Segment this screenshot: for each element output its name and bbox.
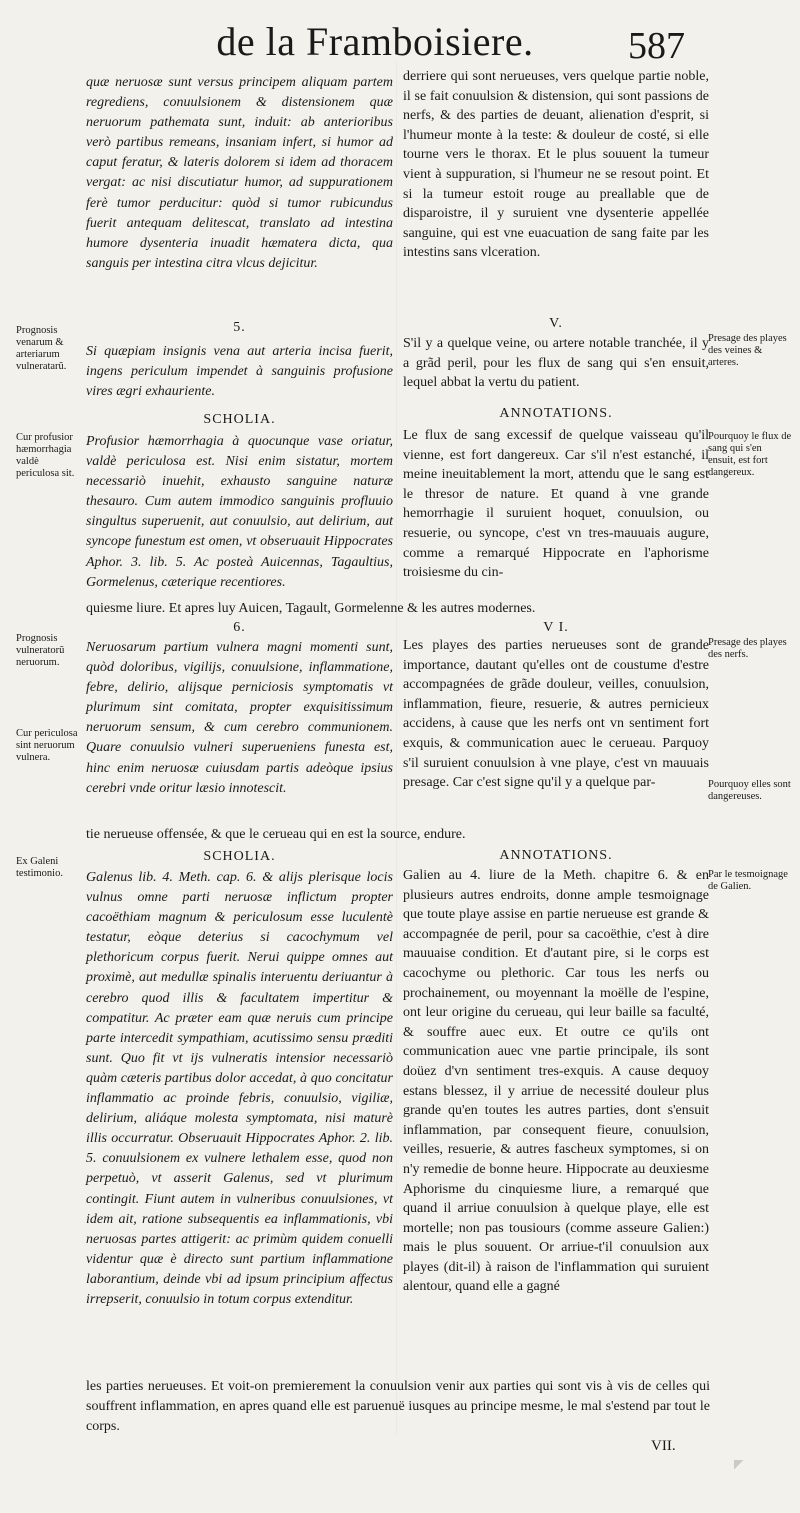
right-margin-note-1: Presage des playes des veines & arteres.	[708, 333, 787, 368]
runover-line-1: quiesme liure. Et apres luy Auicen, Tagault, Gormelenne & les autres modernes.	[86, 601, 536, 616]
french-section-number-5: V.	[549, 316, 563, 331]
french-section-number-6: V I.	[543, 620, 569, 635]
runover-line-2: tie nerueuse offensée, & que le cerueau qui en est la source, endure.	[86, 827, 466, 842]
french-text-block-4: Les playes des parties nerueuses sont de grande importance, dautant qu'elles ont de coustume d'estre accompagnées de grãde douleur, veilles, conuulsion, inflammation, fieure, resuerie, & autres pernicieux accidens, à cause que les nerfs ont vn sentiment fort exquis, & communication auec le cerueau. Parquoy s'il suruient conuulsion à vne playe, c'est vn mauuais presage. Car c'est signe qu'il y a quelque par-	[403, 638, 709, 791]
latin-heading-scholia: SCHOLIA.	[203, 412, 276, 427]
left-margin-note-2: Cur profusior hæmorrhagia valdè periculosa sit.	[16, 432, 75, 479]
french-text-block-5: Galien au 4. liure de la Meth. chapitre 6. & en plusieurs autres endroits, donne ample tesmoignage que toute playe assise en partie nerueuse est grande & accompagnée de peril, pour sa cacoëthie, c'est à dire mauuaise condition. Et d'autant pire, si le corps est cacochyme ou plethoric. Car tous les nerfs ou prochainement, ou moyennant la moëlle de l'espine, ont leur origine du cerueau, qui leur baille sa faculté, & souffre auec eux. Et outre ce qu'ils ont communication auec vne partie principale, ils sont doüez d'vn sentiment tres-exquis. A cause dequoy estans blessez, il y arriue de necessité douleur plus grande qu'en toutes les autres parties, dont s'ensuit inflammation, par consequent fieure, conuulsion, veilles, resuerie, & autres fascheux symptomes, si on n'y remedie de bonne heure. Hippocrate au deuxiesme Aphorisme du cinquiesme liure, a remarqué que quand il arriue conuulsion à quelque playe, elle est mortelle; non pas tousiours (comme asseure Galien:) mais le plus souuent. Or arriue-t'il conuulsion aux playes (dit-il) à raison de l'inflammation qui suruient alentour, quand elle a gagné	[403, 868, 709, 1295]
catchword: VII.	[651, 1438, 676, 1454]
ink-stain	[734, 1460, 774, 1482]
french-heading-annotations-2: ANNOTATIONS.	[499, 848, 613, 863]
latin-section-number-5: 5.	[233, 320, 246, 335]
french-text-block-3: Le flux de sang excessif de quelque vaisseau qu'il vienne, est fort dangereux. Car s'il n'est estanché, il meine ineuitablement la mort, attendu que le sang est le thresor de nature. Et quand à vne grande hemorrhagie il suruient hoquet, conuulsion, ou resuerie, ou syncope, c'est vn tres-mauuais augure, comme a remarqué Hippocrate en l'aphorisme troisiesme du cin-	[403, 428, 709, 581]
running-title: de la Framboisiere.	[216, 19, 534, 64]
column-divider	[396, 62, 397, 1434]
right-margin-note-2: Pourquoy le flux de sang qui s'en ensuit, est fort dangereux.	[708, 431, 792, 478]
right-margin-note-5: Par le tesmoignage de Galien.	[708, 869, 788, 892]
latin-section-number-6: 6.	[233, 620, 246, 635]
latin-text-block-2: Si quæpiam insignis vena aut arteria incisa fuerit, ingens periculum impendet à sanguinis profusione vires ægri exhauriente.	[86, 344, 393, 400]
latin-text-block-3: Profusior hæmorrhagia à quocunque vase oriatur, valdè periculosa est. Nisi enim sistatur, mortem necessariò inuehit, exhausto sanguine naturæ thesauro. Cum autem immodico sanguinis profluuio singultus superuenit, aut conuulsio, aut delirium, aut syncope funestum est omen, vt obseruauit Hippocrates Aphor. 3. lib. 5. Ac posteà Auicennas, Tagaultius, Gormelenus, cæterique recentiores.	[86, 434, 393, 590]
french-text-block-2: S'il y a quelque veine, ou artere notable tranchée, il y a grãd peril, pour les flux de sang qui s'en ensuit, lequel abbat la vertu du patient.	[403, 336, 709, 391]
page-number: 587	[628, 25, 685, 67]
left-margin-note-3: Prognosis vulneratorũ neruorum.	[16, 633, 65, 668]
latin-heading-scholia-2: SCHOLIA.	[203, 849, 276, 864]
right-margin-note-4: Pourquoy elles sont dangereuses.	[708, 779, 791, 802]
latin-text-block-1: quæ neruosæ sunt versus principem aliquam partem regrediens, conuulsionem & distensionem quæ neruorum pathemata sunt, induit: ab anterioribus verò partibus remeans, insaniam infert, si humor ad caput feratur, & lateris dolorem si idem ad thoracem vergat: ac nisi discutiatur humor, ad suppurationem ferè tumor perducitur: quòd si tumor rubicundus fuerit antequam delitescat, translato ad intestina humore dysenteria inuadit hæmatera dicta, qua sanguis per intestina citra vlcus dejicitur.	[86, 75, 393, 271]
right-margin-note-3: Presage des playes des nerfs.	[708, 637, 787, 660]
latin-text-block-4: Neruosarum partium vulnera magni momenti sunt, quòd doloribus, vigilijs, conuulsione, inflammatione, febre, delirio, alijsque perniciosis symptomatis vt plurimum sint comitata, propter exquisitissimum neruorum sensum, & cum cerebro communionem. Quare conuulsio vulneri superueniens funesta est, hinc enim neruosæ cuiusdam partis adeòque ipsius cerebri vnde oritur læsio innotescit.	[86, 640, 393, 796]
left-margin-note-1: Prognosis venarum & arteriarum vulneratarũ.	[16, 325, 67, 372]
latin-text-block-5: Galenus lib. 4. Meth. cap. 6. & alijs plerisque locis vulnus omne parti neruosæ inflictum propter cacoëthiam magnum & periculosum esse luculentè testatur, eòque deterius si cacochymum vel plethoricum corpus fuerit. Nerui quippe omnes aut proximè, aut medullæ spinalis interuentu deriuantur à cerebro quod illis & facultatem impertitur & compatitur. Ac præter eam quæ neruis cum principe parte intercedit sympathiam, acutissimo sensu præditi sunt. Quo fit vt ijs vulneratis intensior necessariò quàm cæteris partibus dolor accedat, à quo concitatur inflammatio ac proinde febris, conuulsio, vigiliæ, delirium, aliáque molesta symptomata, nisi maturè illis occurratur. Obseruauit Hippocrates Aphor. 2. lib. 5. conuulsionem ex vulnere lethalem esse, quod non perpetuò, vt asserit Galenus, sed vt plurimum contingit. Fiunt autem in vulneribus conuulsiones, vt idem ait, ratione subsequentis ea inflammationis, vbi neruosas partes attigerit: ac primùm quidem conuelli videntur quæ è directo sunt partium inflammatione laborantium, deinde vbi ad ipsum principium affectus irrepserit, conuulsio in totum corpus extenditur.	[86, 870, 393, 1307]
french-text-block-1: derriere qui sont nerueuses, vers quelque partie noble, il se fait conuulsion & distension, qui sont passions de nerfs, & des parties de deuant, alienation d'esprit, si l'humeur monte à la teste: & douleur de costé, si elle tourne vers le thorax. Et le plus souuent la tumeur vient à suppuration, si l'humeur ne se resout point. Et si la tumeur estoit rouge au preallable que de disparoistre, il y suruient vne dysenterie appellée sanguine, qui est vne euacuation de sang faite par les intestins sans vlceration.	[403, 69, 709, 261]
left-margin-note-4: Cur periculosa sint neruorum vulnera.	[16, 728, 78, 763]
left-margin-note-5: Ex Galeni testimonio.	[16, 856, 63, 879]
page-bottom-text: les parties nerueuses. Et voit-on premierement la conuulsion venir aux parties qui sont vis à vis de celles qui souffrent inflammation, en apres quand elle est paruenuë iusques au principe mesme, le mal s'estend par tout le corps.	[86, 1379, 710, 1434]
french-heading-annotations: ANNOTATIONS.	[499, 406, 613, 421]
